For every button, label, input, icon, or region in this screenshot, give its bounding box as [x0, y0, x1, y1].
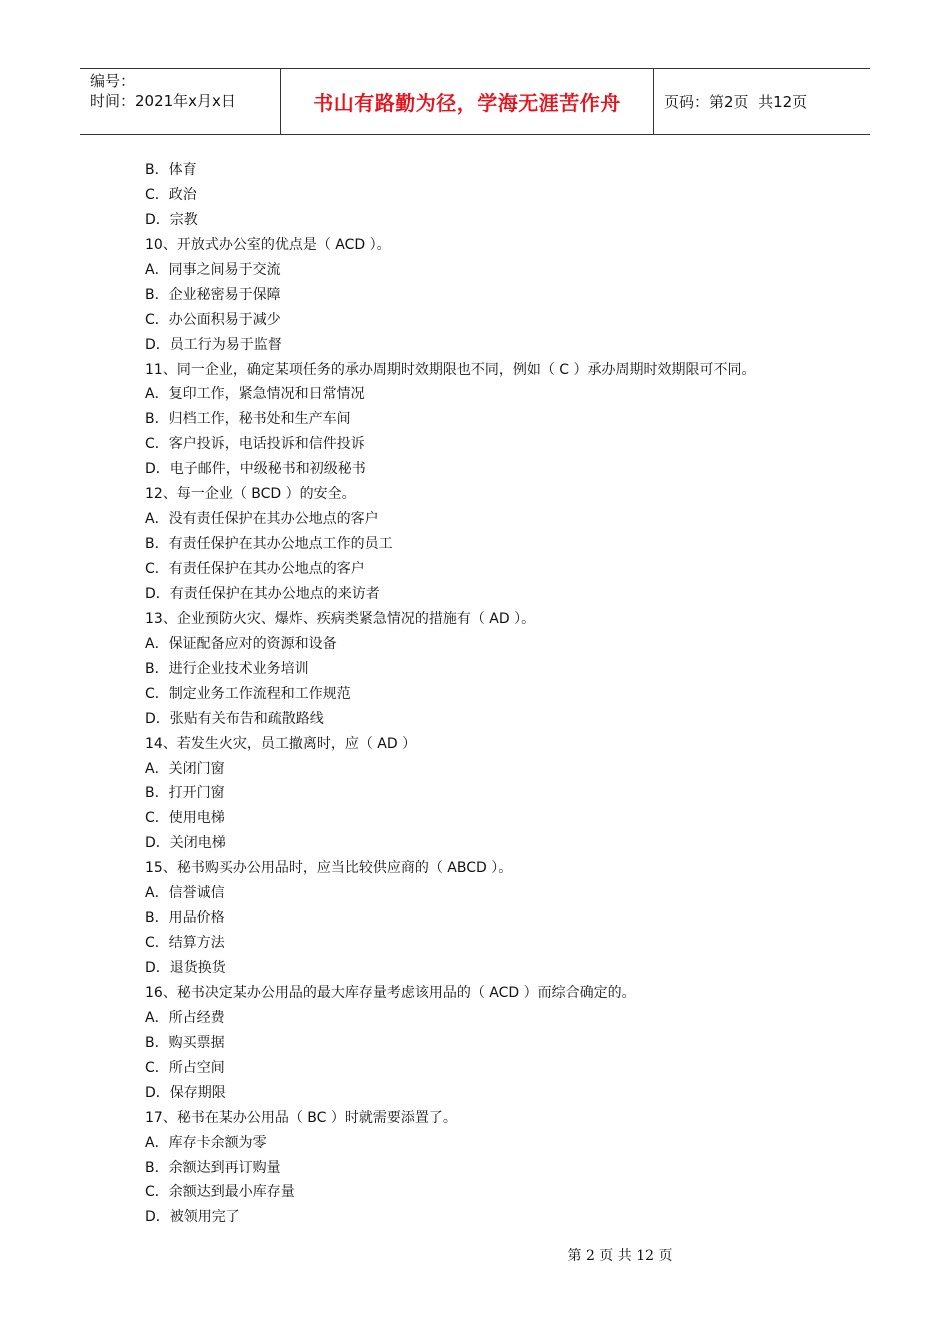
page-footer: 第 2 页 共 12 页: [567, 1248, 673, 1264]
answer-option: A．关闭门窗: [145, 760, 225, 777]
question-stem: 17、秘书在某办公用品（ BC ）时就需要添置了。: [145, 1109, 457, 1126]
header-page-info: 页码：第2页 共12页: [664, 93, 808, 111]
answer-option: C．办公面积易于减少: [145, 311, 281, 328]
question-stem: 10、开放式办公室的优点是（ ACD ）。: [145, 236, 391, 253]
answer-option: B．体育: [145, 162, 197, 178]
document-date: 时间：2021年x月x日: [90, 92, 236, 110]
question-stem: 14、若发生火灾，员工撤离时，应（ AD ）: [145, 735, 417, 752]
page-header: [80, 68, 870, 135]
answer-option: C．有责任保护在其办公地点的客户: [145, 561, 365, 577]
header-meta: [80, 69, 281, 134]
answer-option: A．没有责任保护在其办公地点的客户: [145, 511, 379, 528]
answer-option: A．库存卡余额为零: [145, 1134, 267, 1151]
answer-option: C．所占空间: [145, 1059, 225, 1076]
answer-option: A．保证配备应对的资源和设备: [145, 635, 337, 652]
answer-option: B．进行企业技术业务培训: [145, 660, 309, 677]
answer-option: B．有责任保护在其办公地点工作的员工: [145, 536, 393, 553]
answer-option: C．余额达到最小库存量: [145, 1184, 295, 1201]
answer-option: A．所占经费: [145, 1009, 225, 1026]
question-stem: 13、企业预防火灾、爆炸、疾病类紧急情况的措施有（ AD ）。: [145, 610, 536, 627]
answer-option: B．余额达到再订购量: [145, 1159, 281, 1176]
answer-option: B．打开门窗: [145, 785, 225, 802]
answer-option: C．结算方法: [145, 935, 225, 952]
header-motto: 书山有路勤为径，学海无涯苦作舟: [281, 69, 654, 134]
answer-option: C．制定业务工作流程和工作规范: [145, 685, 351, 702]
answer-option: D．宗教: [145, 211, 198, 228]
answer-option: D．退货换货: [145, 960, 226, 976]
answer-option: D．被领用完了: [145, 1209, 240, 1226]
answer-option: A．复印工作，紧急情况和日常情况: [145, 386, 365, 403]
answer-option: B．企业秘密易于保障: [145, 286, 281, 303]
document-number-label: 编号：: [90, 72, 136, 90]
answer-option: D．保存期限: [145, 1084, 226, 1101]
question-stem: 15、秘书购买办公用品时，应当比较供应商的（ ABCD ）。: [145, 860, 513, 877]
answer-option: B．用品价格: [145, 910, 225, 927]
answer-option: D．关闭电梯: [145, 835, 226, 852]
question-content: [145, 158, 825, 1230]
answer-option: B．购买票据: [145, 1034, 225, 1051]
answer-option: C．客户投诉，电话投诉和信件投诉: [145, 436, 365, 453]
answer-option: A．信誉诚信: [145, 885, 225, 902]
answer-option: B．归档工作，秘书处和生产车间: [145, 411, 351, 428]
answer-option: D．员工行为易于监督: [145, 336, 282, 353]
answer-option: D．张贴有关布告和疏散路线: [145, 710, 324, 727]
answer-option: C．政治: [145, 186, 197, 203]
answer-option: A．同事之间易于交流: [145, 261, 281, 278]
question-stem: 16、秘书决定某办公用品的最大库存量考虑该用品的（ ACD ）而综合确定的。: [145, 984, 636, 1001]
question-stem: 12、每一企业（ BCD ）的安全。: [145, 486, 356, 503]
answer-option: C．使用电梯: [145, 810, 225, 827]
answer-option: D．有责任保护在其办公地点的来访者: [145, 585, 380, 602]
answer-option: D．电子邮件，中级秘书和初级秘书: [145, 461, 366, 478]
question-stem: 11、同一企业，确定某项任务的承办周期时效期限也不同，例如（ C ）承办周期时效期限可不同。: [145, 361, 756, 378]
